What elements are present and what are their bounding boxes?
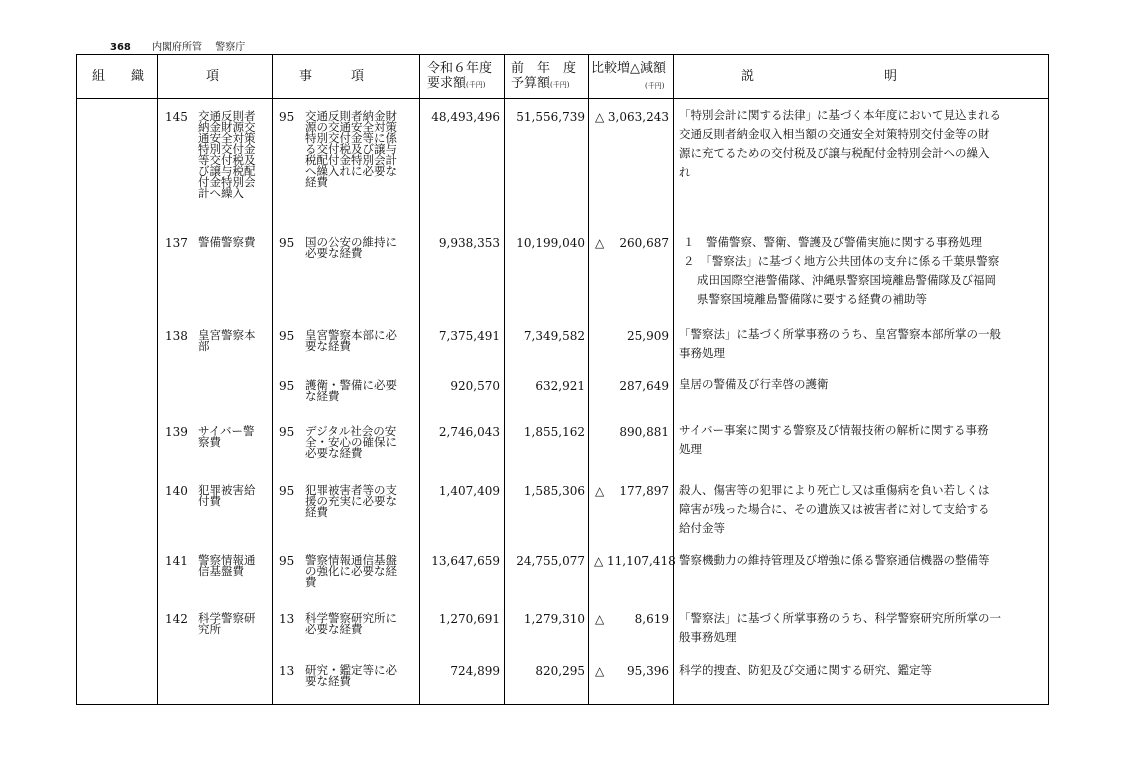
previous-amount: 7,349,582 — [523, 329, 585, 343]
explanation-text: １ 警備警察、警衛、警護及び警備実施に関する事務処理 ２ 「警察法」に基づく地方公共団体の支弁に係る千葉県警察 成田国際空港警備隊、沖縄県警察国境離島警備隊及び福岡 県警察国境離島警備隊に要する経費の補助等 — [683, 235, 1000, 306]
explanation-text: 「特別会計に関する法律」に基づく本年度において見込まれる 交通反則者納金収入相当額の交通安全対策特別交付金等の財 源に充てるための交付税及び譲与税配付金特別会計への繰入 れ — [679, 108, 1001, 179]
budget-table — [76, 54, 1049, 705]
column-divider — [272, 55, 273, 704]
decrease-mark: △ — [595, 110, 605, 124]
column-divider — [588, 55, 589, 704]
difference-amount: 890,881 — [619, 425, 669, 439]
item-number: 140 — [165, 484, 188, 498]
previous-amount: 10,199,040 — [516, 236, 585, 250]
matter-name: デジタル社会の安 全・安心の確保に 必要な経費 — [305, 424, 397, 460]
item-number: 138 — [165, 329, 188, 343]
item-number: 142 — [165, 612, 188, 626]
decrease-mark: △ — [595, 484, 605, 498]
item-name: 科学警察研 究所 — [198, 611, 256, 636]
explanation-text: 警察機動力の維持管理及び増強に係る警察通信機器の整備等 — [679, 553, 990, 567]
explanation-text: サイバー事案に関する警察及び情報技術の解析に関する事務 処理 — [679, 423, 989, 456]
header-request-line1: 令和６年度 — [427, 61, 493, 76]
matter-number: 95 — [279, 329, 295, 343]
request-amount: 1,407,409 — [438, 484, 500, 498]
item-name: 警備警察費 — [198, 235, 256, 249]
header-organization: 組 織 — [92, 69, 145, 84]
item-number: 145 — [165, 110, 188, 124]
request-amount: 1,270,691 — [438, 612, 500, 626]
item-name: 犯罪被害給 付費 — [198, 483, 256, 508]
matter-number: 95 — [279, 554, 295, 568]
page-header — [110, 38, 245, 53]
previous-amount: 1,279,310 — [523, 612, 585, 626]
previous-amount: 24,755,077 — [516, 554, 585, 568]
header-difference-unit: (千円) — [645, 82, 665, 90]
matter-number: 95 — [279, 110, 295, 124]
matter-name: 警察情報通信基盤 の強化に必要な経 費 — [305, 553, 397, 589]
matter-name: 研究・鑑定等に必 要な経費 — [305, 663, 397, 688]
decrease-mark: △ — [594, 554, 604, 568]
difference-amount: 11,107,418 — [607, 554, 676, 568]
matter-number: 95 — [279, 236, 295, 250]
request-amount: 7,375,491 — [438, 329, 500, 343]
item-number: 141 — [165, 554, 188, 568]
header-request-line2: 要求額(千円) — [427, 76, 486, 91]
matter-name: 護衛・警備に必要 な経費 — [305, 378, 397, 403]
header-explanation: 説 明 — [741, 69, 898, 84]
item-number: 137 — [165, 236, 188, 250]
difference-amount: 287,649 — [619, 379, 669, 393]
matter-number: 13 — [279, 664, 295, 678]
header-previous-line2: 予算額(千円) — [511, 76, 570, 91]
explanation-text: 皇居の警備及び行幸啓の護衛 — [679, 377, 829, 391]
previous-amount: 51,556,739 — [516, 110, 585, 124]
previous-amount: 1,585,306 — [523, 484, 585, 498]
decrease-mark: △ — [595, 236, 605, 250]
page-number: 368 — [110, 42, 131, 53]
item-number: 139 — [165, 425, 188, 439]
matter-name: 皇宮警察本部に必 要な経費 — [305, 328, 397, 353]
previous-amount: 820,295 — [535, 664, 585, 678]
matter-number: 95 — [279, 379, 295, 393]
header-matter: 事 項 — [299, 69, 365, 84]
previous-amount: 1,855,162 — [523, 425, 585, 439]
header-previous-unit: (千円) — [550, 81, 570, 89]
matter-name: 交通反則者納金財 源の交通安全対策 特別交付金等に係 る交付税及び譲与 税配付金特別会計 へ繰入れに必要な 経費 — [305, 109, 397, 189]
agency-label: 警察庁 — [215, 42, 246, 53]
column-divider — [673, 55, 674, 704]
difference-amount: 177,897 — [619, 484, 669, 498]
request-amount: 13,647,659 — [431, 554, 500, 568]
header-divider — [77, 98, 1048, 99]
item-name: 警察情報通 信基盤費 — [198, 553, 256, 578]
matter-number: 13 — [279, 612, 295, 626]
matter-name: 科学警察研究所に 必要な経費 — [305, 611, 397, 636]
decrease-mark: △ — [595, 612, 605, 626]
explanation-text: 科学的捜査、防犯及び交通に関する研究、鑑定等 — [679, 663, 932, 677]
difference-amount: 95,396 — [627, 664, 669, 678]
difference-amount: 25,909 — [627, 329, 669, 343]
item-name: サイバー警 察費 — [198, 424, 255, 449]
previous-amount: 632,921 — [535, 379, 585, 393]
request-amount: 724,899 — [450, 664, 500, 678]
explanation-text: 「警察法」に基づく所掌事務のうち、科学警察研究所所掌の一 般事務処理 — [679, 611, 1001, 644]
header-item: 項 — [206, 69, 220, 84]
request-amount: 9,938,353 — [438, 236, 500, 250]
explanation-text: 「警察法」に基づく所掌事務のうち、皇宮警察本部所掌の一般 事務処理 — [679, 327, 1001, 360]
matter-number: 95 — [279, 484, 295, 498]
header-request-unit: (千円) — [466, 81, 486, 89]
ministry-label: 内閣府所管 — [152, 42, 203, 53]
difference-amount: 260,687 — [619, 236, 669, 250]
request-amount: 48,493,496 — [431, 110, 500, 124]
decrease-mark: △ — [595, 664, 605, 678]
header-difference: 比較増△減額 — [591, 61, 666, 76]
request-amount: 920,570 — [450, 379, 500, 393]
header-previous-line1: 前 年 度 — [511, 61, 577, 76]
difference-amount: 8,619 — [634, 612, 669, 626]
item-name: 交通反則者 納金財源交 通安全対策 特別交付金 等交付税及 び譲与税配 付金特別会 計へ繰入 — [198, 109, 256, 200]
request-amount: 2,746,043 — [438, 425, 500, 439]
item-name: 皇宮警察本 部 — [198, 328, 256, 353]
difference-amount: 3,063,243 — [607, 110, 669, 124]
column-divider — [157, 55, 158, 704]
explanation-text: 殺人、傷害等の犯罪により死亡し又は重傷病を負い若しくは 障害が残った場合に、その遺族又は被害者に対して支給する 給付金等 — [679, 483, 990, 535]
matter-name: 犯罪被害者等の支 援の充実に必要な 経費 — [305, 483, 397, 519]
matter-number: 95 — [279, 425, 295, 439]
matter-name: 国の公安の維持に 必要な経費 — [305, 235, 397, 260]
